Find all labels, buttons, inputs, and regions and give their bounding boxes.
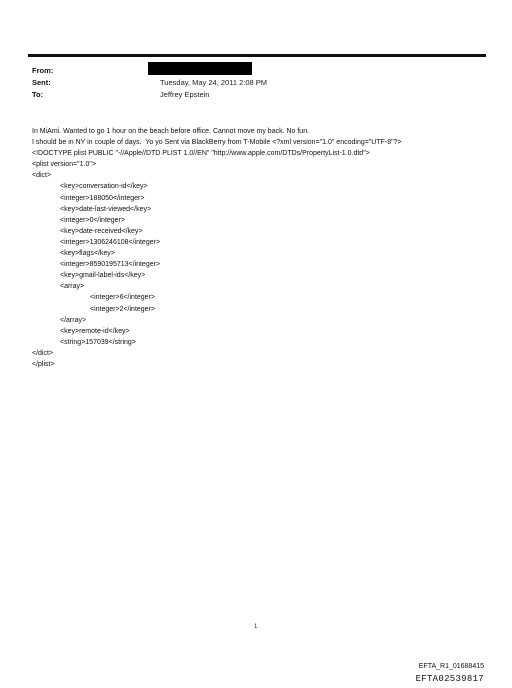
body-line: <integer>8590195713</integer>	[60, 261, 161, 269]
page-number: 1	[254, 624, 258, 630]
header-divider	[28, 54, 486, 57]
bates-number-secondary: EFTA02539817	[415, 674, 484, 684]
body-line: <array>	[60, 283, 85, 291]
body-line: <integer>6</integer>	[90, 294, 155, 302]
body-line: <key>date-last-viewed</key>	[60, 205, 152, 213]
body-line: <integer>188050</integer>	[60, 194, 145, 202]
email-body	[32, 126, 502, 370]
body-line: <key>flags</key>	[60, 250, 115, 258]
body-line: <integer>1306246108</integer>	[60, 238, 161, 246]
to-value: Jeffrey Epstein	[160, 90, 210, 99]
body-line: <key>remote-id</key>	[60, 327, 130, 335]
redaction-block	[148, 62, 252, 75]
sent-label: Sent:	[32, 78, 51, 87]
body-line: In MiAmi. Wanted to go 1 hour on the beach before office. Cannot move my back. No fun.	[32, 128, 310, 135]
body-line: </dict>	[32, 349, 54, 357]
body-line: <!DOCTYPE plist PUBLIC "-//Apple//DTD PLIST 1.0//EN" "http://www.apple.com/DTDs/PropertyList-1.0.dtd">	[32, 150, 370, 158]
body-line: <key>date-received</key>	[60, 227, 143, 235]
body-line: I should be in NY in couple of days. Yo yo Sent via BlackBerry from T-Mobile <?xml version="1.0" encoding="UTF-8"?>	[32, 139, 402, 147]
body-line: <integer>2</integer>	[90, 305, 155, 313]
from-label: From:	[32, 66, 54, 75]
to-label: To:	[32, 90, 44, 99]
bates-number-primary: EFTA_R1_01688415	[418, 663, 484, 670]
body-line: </array>	[60, 316, 87, 324]
sent-value: Tuesday, May 24, 2011 2:08 PM	[160, 78, 268, 87]
body-line: <plist version="1.0">	[32, 161, 96, 169]
body-line: <dict>	[32, 172, 52, 180]
body-line: <string>157039</string>	[60, 338, 136, 346]
body-line: </plist>	[32, 360, 55, 368]
body-line: <key>conversation-id</key>	[60, 183, 148, 191]
body-line: <key>gmail-label-ids</key>	[60, 272, 146, 280]
body-line: <integer>0</integer>	[60, 216, 125, 224]
